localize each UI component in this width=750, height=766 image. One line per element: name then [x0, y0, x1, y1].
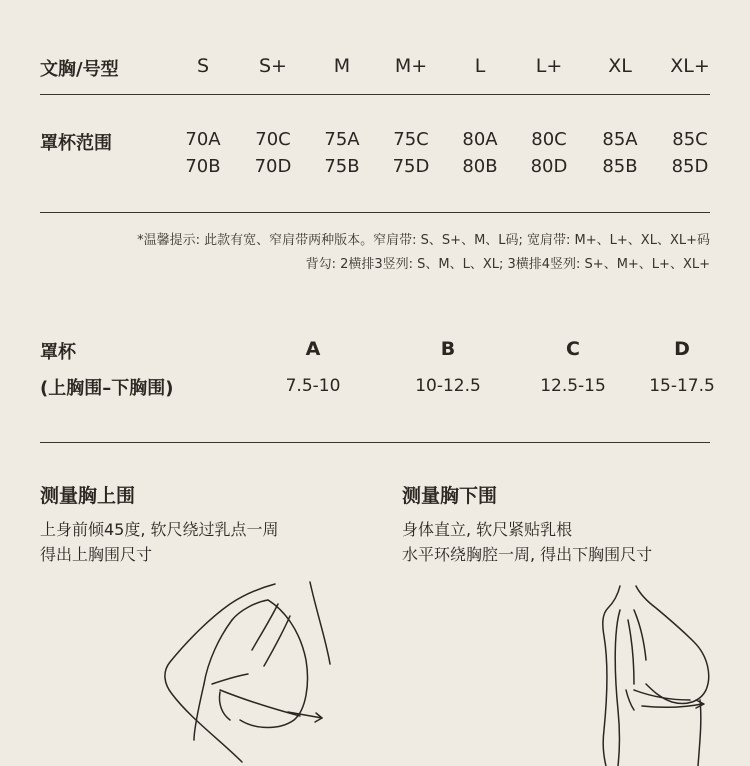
cup-group-range: 7.5-10 — [285, 376, 341, 396]
divider — [40, 94, 710, 95]
cup-range-cell: 70C — [255, 129, 291, 150]
cup-group-range: 10-12.5 — [415, 376, 481, 396]
cup-range-cell: 80A — [462, 129, 498, 150]
note-line-1: *温馨提示: 此款有宽、窄肩带两种版本。窄肩带: S、S+、M、L码; 宽肩带: M+、L+、XL、XL+码 — [137, 233, 710, 248]
cup-range-cell: 70B — [185, 156, 221, 177]
cup-range-cell: 85B — [602, 156, 638, 177]
cup-range-cell: 85A — [602, 129, 638, 150]
divider — [40, 212, 710, 213]
size-cell: M — [333, 55, 351, 77]
cup-group-name: D — [674, 338, 690, 360]
under-bust-illustration — [590, 580, 720, 766]
size-cell: XL — [608, 55, 632, 77]
cup-range-cell: 75C — [393, 129, 429, 150]
size-cell: S — [196, 55, 210, 77]
cup-range-cell: 70D — [254, 156, 292, 177]
cup-range-cell: 80C — [531, 129, 567, 150]
cup-range-cell: 80B — [462, 156, 498, 177]
cup-range-cell: 85D — [671, 156, 709, 177]
measure-upper-line-2: 得出上胸围尺寸 — [40, 545, 153, 564]
cup-range-cell: 70A — [185, 129, 221, 150]
size-header-label: 文胸/号型 — [40, 59, 119, 80]
cup-label: 罩杯 — [40, 342, 76, 363]
measure-lower-line-1: 身体直立, 软尺紧贴乳根 — [402, 520, 573, 539]
measure-lower-title: 测量胸下围 — [402, 485, 498, 507]
cup-range-cell: 75D — [392, 156, 430, 177]
cup-range-cell: 80D — [530, 156, 568, 177]
measure-upper-line-1: 上身前倾45度, 软尺绕过乳点一周 — [40, 520, 279, 539]
cup-group-range: 12.5-15 — [540, 376, 606, 396]
cup-group-name: A — [305, 338, 321, 360]
size-cell: M+ — [394, 55, 428, 77]
cup-range-label: 罩杯范围 — [40, 133, 112, 154]
upper-bust-illustration — [160, 580, 340, 766]
note-line-2: 背勾: 2横排3竖列: S、M、L、XL; 3横排4竖列: S+、M+、L+、XL+ — [305, 257, 710, 272]
size-cell: L+ — [535, 55, 563, 77]
cup-range-cell: 85C — [672, 129, 708, 150]
cup-label-sub: (上胸围–下胸围) — [40, 378, 174, 399]
measure-lower-line-2: 水平环绕胸腔一周, 得出下胸围尺寸 — [402, 545, 653, 564]
size-cell: S+ — [259, 55, 287, 77]
measure-upper-title: 测量胸上围 — [40, 485, 136, 507]
size-cell: L — [474, 55, 486, 77]
divider — [40, 442, 710, 443]
size-cell: XL+ — [670, 55, 710, 77]
cup-group-name: B — [440, 338, 456, 360]
cup-range-cell: 75A — [324, 129, 360, 150]
cup-range-cell: 75B — [324, 156, 360, 177]
cup-group-range: 15-17.5 — [649, 376, 715, 396]
cup-group-name: C — [566, 338, 580, 360]
